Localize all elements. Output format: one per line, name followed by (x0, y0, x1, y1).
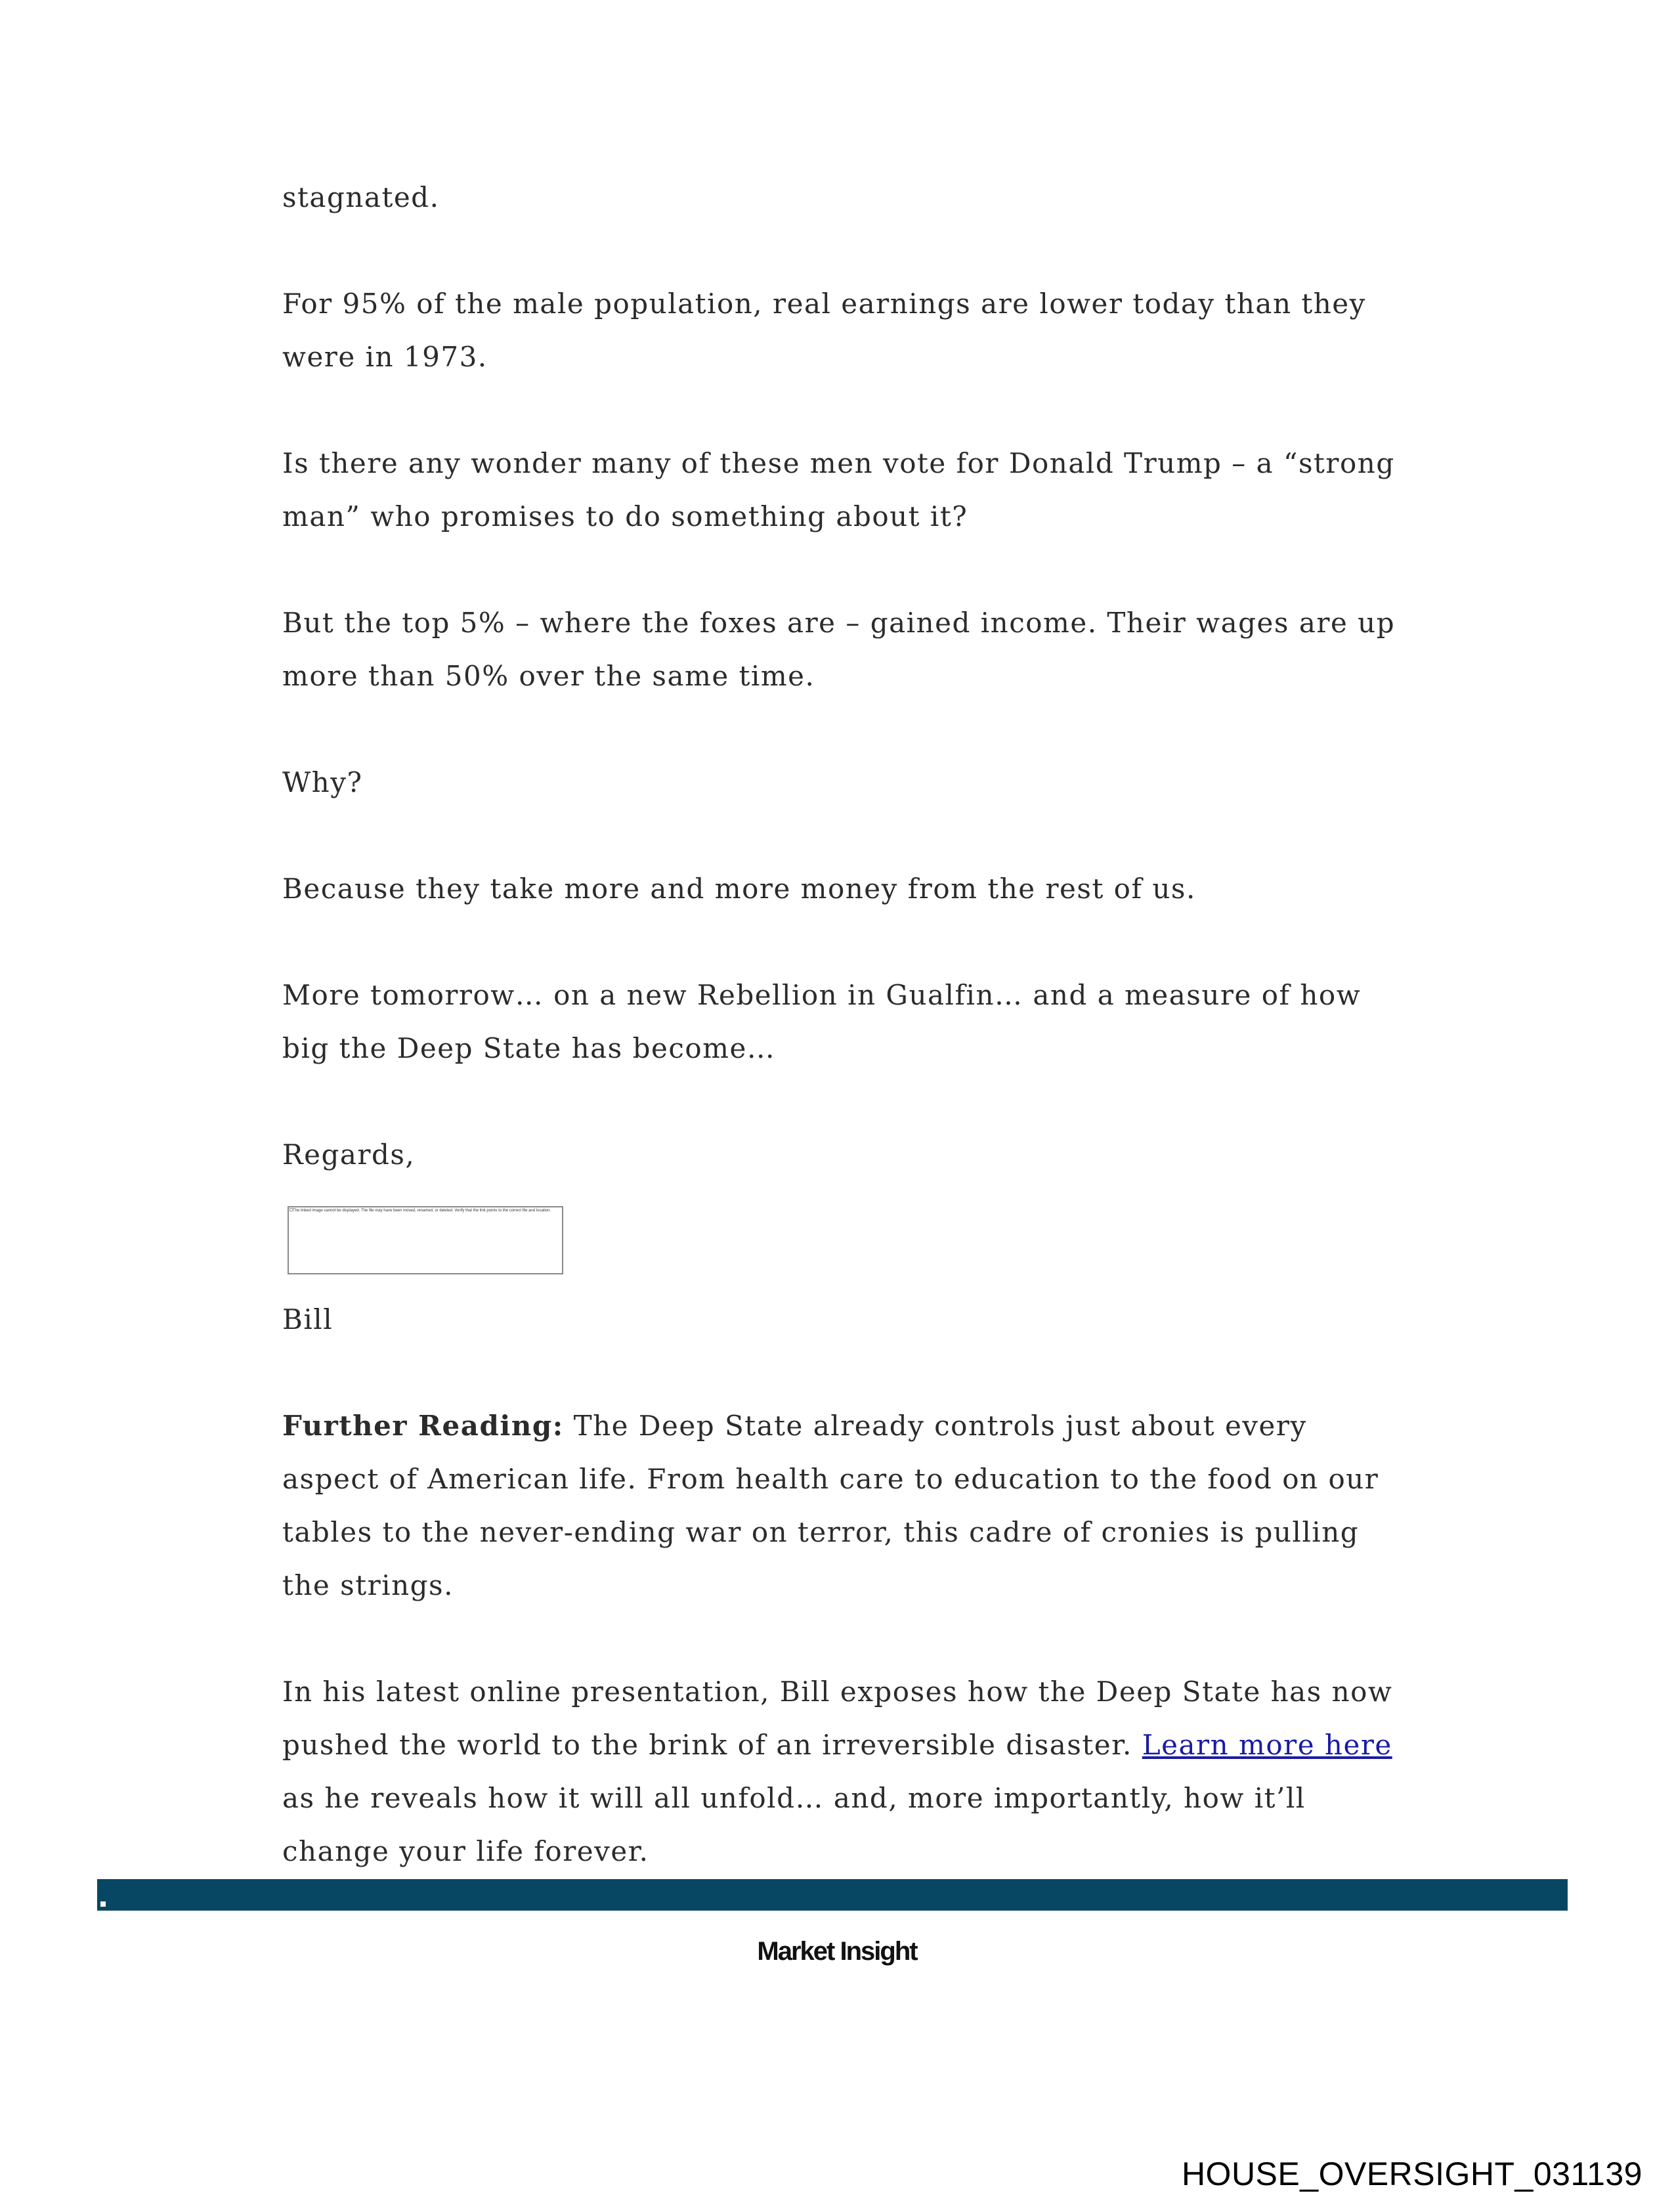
signer-name: Bill (282, 1303, 333, 1335)
band-marker (100, 1901, 106, 1907)
broken-image-message: The linked image cannot be displayed. The file may have been moved, renamed, or deleted. Verify that the link points to the correct file and location. (293, 1209, 551, 1213)
footer-brand: Market Insight (757, 1937, 917, 1966)
paragraph-male-earnings: For 95% of the male population, real earnings are lower today than they were in 1973. (282, 288, 1366, 373)
paragraph-why: Why? (282, 766, 363, 798)
article-body (282, 171, 1398, 1878)
paragraph-trump-vote: Is there any wonder many of these men vote for Donald Trump – a “strong man” who promises to do something about it? (282, 447, 1395, 532)
presentation-paragraph (282, 1665, 1398, 1878)
learn-more-link[interactable]: Learn more here (1142, 1729, 1392, 1761)
paragraph-rest-of-us: Because they take more and more money from the rest of us. (282, 873, 1196, 905)
presentation-text-before: In his latest online presentation, Bill exposes how the Deep State has now pushed the world to the brink of an irreversible disaster. (282, 1676, 1393, 1761)
closing-regards: Regards, (282, 1139, 416, 1171)
paragraph-top-five-percent: But the top 5% – where the foxes are – gained income. Their wages are up more than 50% over the same time. (282, 607, 1396, 692)
footer-band (97, 1879, 1568, 1911)
bates-number: HOUSE_OVERSIGHT_031139 (1181, 2156, 1642, 2192)
further-reading-text: The Deep State already controls just about every aspect of American life. From health care to education to the food on our tables to the never-ending war on terror, this cadre of cronies is pulling the strings. (282, 1410, 1379, 1601)
further-reading-label: Further Reading: (282, 1410, 564, 1442)
paragraph-more-tomorrow: More tomorrow… on a new Rebellion in Gualfin… and a measure of how big the Deep State has become… (282, 979, 1362, 1064)
presentation-text-after: as he reveals how it will all unfold… and, more importantly, how it’ll change your life forever. (282, 1782, 1306, 1867)
signature-image-placeholder (288, 1206, 563, 1274)
paragraph-stagnated: stagnated. (282, 181, 440, 213)
further-reading-paragraph (282, 1399, 1398, 1612)
